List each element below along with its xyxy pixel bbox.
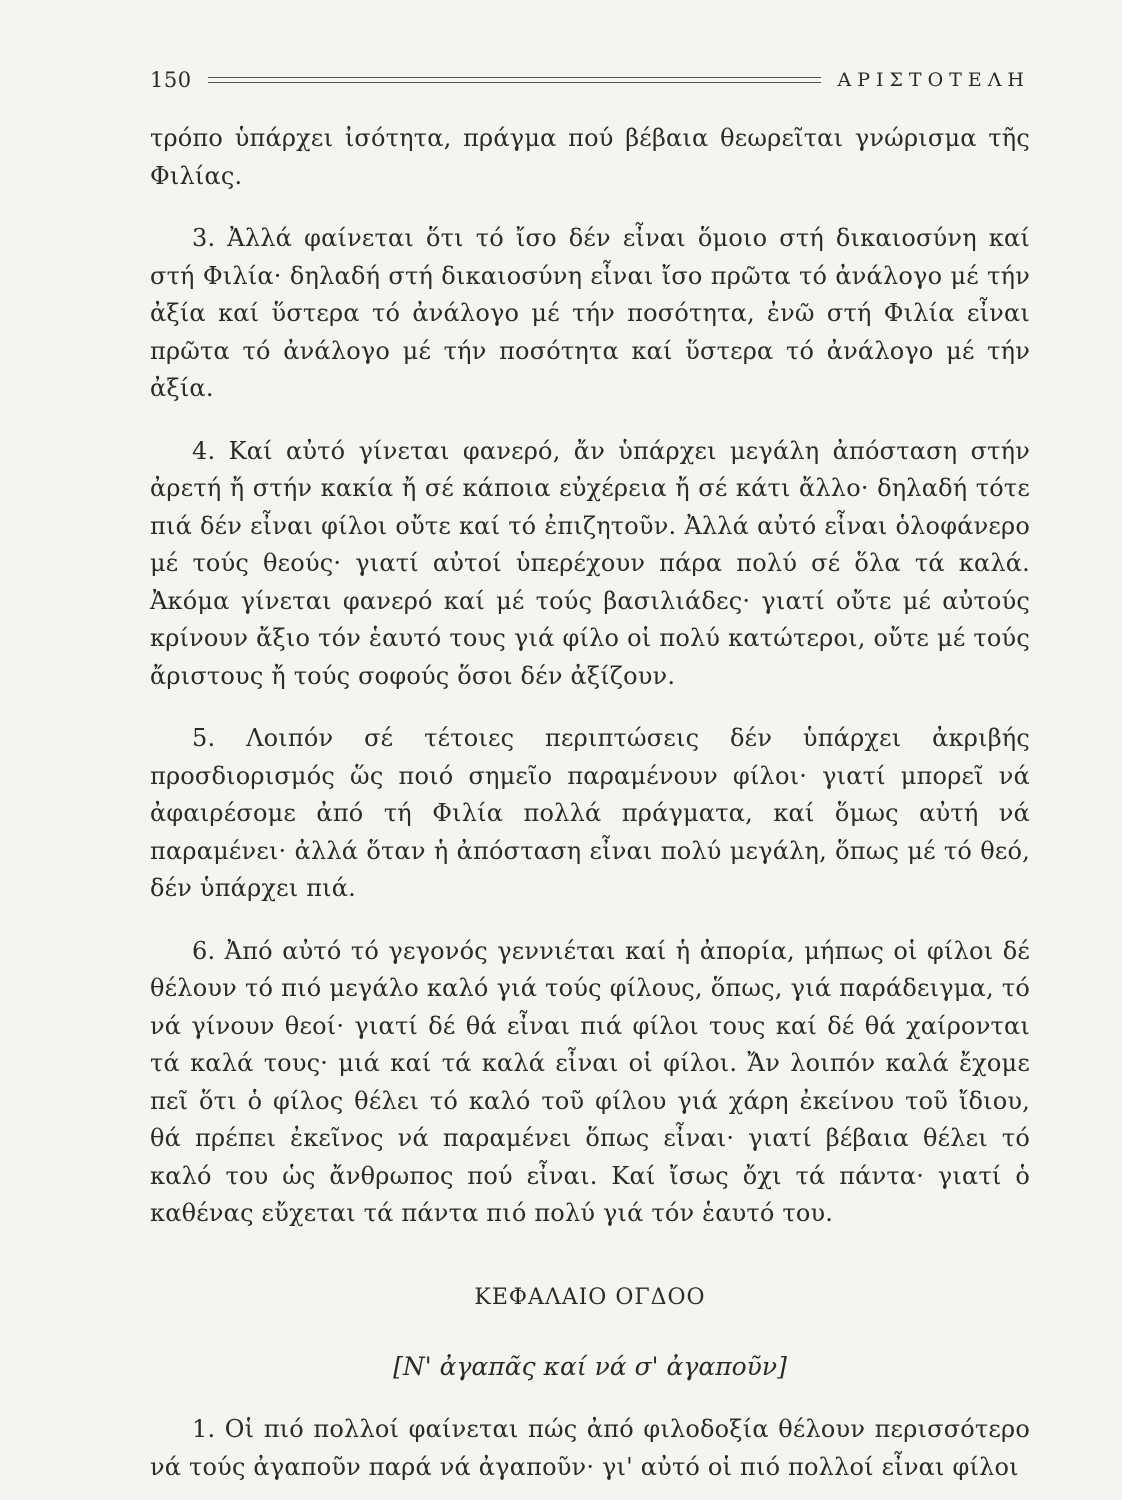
paragraph-3: 3. Ἀλλά φαίνεται ὅτι τό ἴσο δέν εἶναι ὅμοιο στή δικαιοσύνη καί στή Φιλία· δηλαδή στή δικαιοσύνη εἶναι ἴσο πρῶτα τό ἀνάλογο μέ τήν ἀξία καί ὕστερα τό ἀνάλογο μέ τήν ποσότητα, ἐνῶ στή Φιλία εἶναι πρῶτα τό ἀνάλογο μέ τήν ποσότητα καί ὕστερα τό ἀνάλογο μέ τήν ἀξία. [150,224,1030,402]
paragraph-5: 5. Λοιπόν σέ τέτοιες περιπτώσεις δέν ὑπάρχει ἀκριβής προσδιορισμός ὥς ποιό σημεῖο παραμένουν φίλοι· γιατί μπορεῖ νά ἀφαιρέσομε ἀπό τή Φιλία πολλά πράγματα, καί ὅμως αὐτή νά παραμένει· ἀλλά ὅταν ἡ ἀπόσταση εἶναι πολύ μεγάλη, ὅπως μέ τό θεό, δέν ὑπάρχει πιά. [150,724,1030,902]
chapter-subtitle: [Ν' ἀγαπᾶς καί νά σ' ἀγαποῦν] [393,1352,787,1381]
chapter-heading: ΚΕΦΑΛΑΙΟ ΟΓΔΟΟ [474,1285,706,1310]
page-header [150,62,1030,98]
page-number: 150 [150,68,192,92]
paragraph-6: 6. Ἀπό αὐτό τό γεγονός γεννιέται καί ἡ ἀπορία, μήπως οἱ φίλοι δέ θέλουν τό πιό μεγάλο καλό γιά τούς φίλους, ὅπως, γιά παράδειγμα, τό νά γίνουν θεοί· γιατί δέ θά εἶναι πιά φίλοι τους καί δέ θά χαίρονται τά καλά τους· μιά καί τά καλά εἶναι οἱ φίλοι. Ἄν λοιπόν καλά ἔχομε πεῖ ὅτι ὁ φίλος θέλει τό καλό τοῦ φίλου γιά χάρη ἐκείνου τοῦ ἴδιου, θά πρέπει ἐκεῖνος νά παραμένει ὅπως εἶναι· γιατί βέβαια θέλει τό καλό του ὡς ἄνθρωπος πού εἶναι. Καί ἴσως ὄχι τά πάντα· γιατί ὁ καθένας εὔχεται τά πάντα πιό πολύ γιά τόν ἑαυτό του. [150,936,1030,1227]
book-page [150,52,1030,1481]
header-double-rule [208,77,822,83]
body-text [150,120,1030,1258]
running-title: ΑΡΙΣΤΟΤΕΛΗ [837,69,1030,91]
paragraph-continuation: τρόπο ὑπάρχει ἰσότητα, πράγμα πού βέβαια θεωρεῖται γνώρισμα τῆς Φιλίας. [150,124,1030,190]
paragraph-1: 1. Οἱ πιό πολλοί φαίνεται πώς ἀπό φιλοδοξία θέλουν περισσότερο νά τούς ἀγαποῦν παρά νά ἀγαποῦν· γι' αὐτό οἱ πιό πολλοί εἶναι φίλοι [150,1415,1030,1481]
paragraph-4: 4. Καί αὐτό γίνεται φανερό, ἄν ὑπάρχει μεγάλη ἀπόσταση στήν ἀρετή ἤ στήν κακία ἤ σέ κάποια εὐχέρεια ἤ σέ κάτι ἄλλο· δηλαδή τότε πιά δέν εἶναι φίλοι οὔτε καί τό ἐπιζητοῦν. Ἀλλά αὐτό εἶναι ὁλοφάνερο μέ τούς θεούς· γιατί αὐτοί ὑπερέχουν πάρα πολύ σέ ὅλα τά καλά. Ἀκόμα γίνεται φανερό καί μέ τούς βασιλιάδες· γιατί οὔτε μέ αὐτούς κρίνουν ἄξιο τόν ἑαυτό τους γιά φίλο οἱ πολύ κατώτεροι, οὔτε μέ τούς ἄριστους ἤ τούς σοφούς ὅσοι δέν ἀξίζουν. [150,436,1030,690]
chapter-body [150,1411,1030,1486]
